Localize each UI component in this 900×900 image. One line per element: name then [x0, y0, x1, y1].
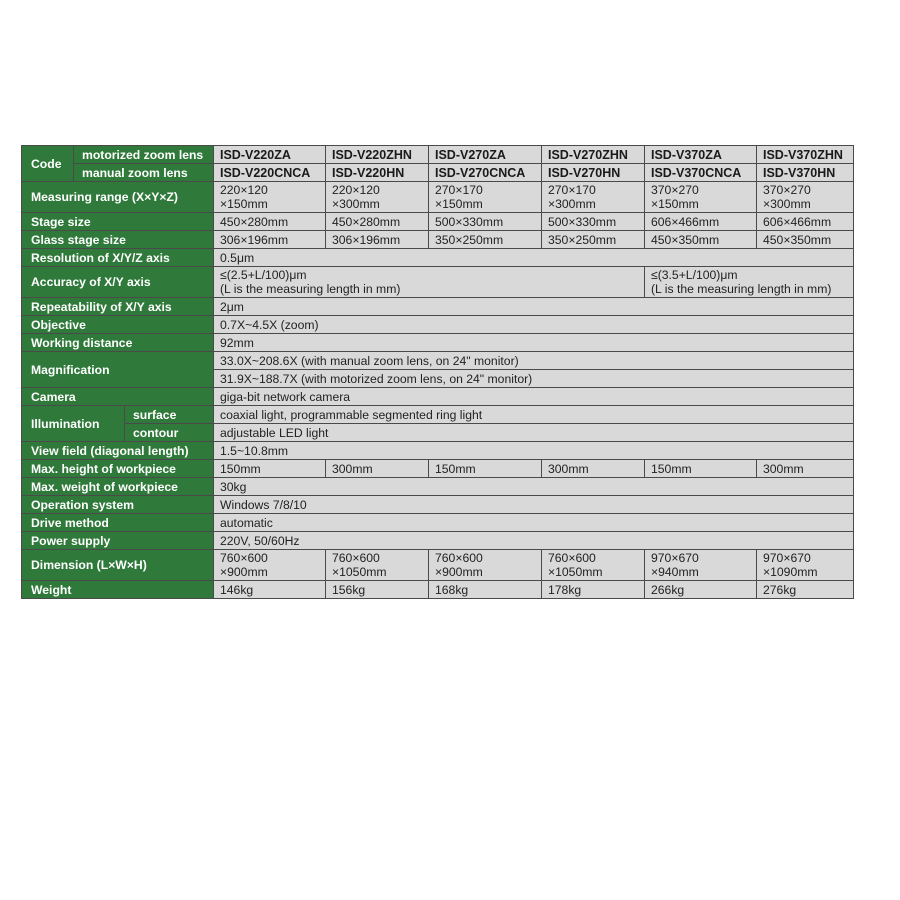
max-height-cell: 300mm — [326, 460, 429, 478]
weight-cell: 266kg — [645, 581, 757, 599]
glass-stage-cell: 450×350mm — [757, 231, 854, 249]
spec-table — [21, 145, 854, 599]
weight-cell: 146kg — [214, 581, 326, 599]
row-label: Max. weight of workpiece — [22, 478, 214, 496]
dimension-cell: 760×600 ×900mm — [429, 550, 542, 581]
resolution-row — [22, 249, 854, 267]
illumination-surface-value: coaxial light, programmable segmented ring light — [214, 406, 854, 424]
row-label: Weight — [22, 581, 214, 599]
row-label: Working distance — [22, 334, 214, 352]
accuracy-row — [22, 267, 854, 298]
glass-stage-cell: 450×350mm — [645, 231, 757, 249]
model-code: ISD-V270ZHN — [542, 146, 645, 164]
measuring-range-cell: 370×270 ×150mm — [645, 182, 757, 213]
repeatability-value: 2μm — [214, 298, 854, 316]
max-height-row — [22, 460, 854, 478]
illumination-contour-label: contour — [125, 424, 214, 442]
row-label: View field (diagonal length) — [22, 442, 214, 460]
glass-stage-cell: 306×196mm — [214, 231, 326, 249]
row-label: Dimension (L×W×H) — [22, 550, 214, 581]
row-label: Repeatability of X/Y axis — [22, 298, 214, 316]
glass-stage-cell: 306×196mm — [326, 231, 429, 249]
measuring-range-cell: 220×120 ×150mm — [214, 182, 326, 213]
camera-value: giga-bit network camera — [214, 388, 854, 406]
row-label: Resolution of X/Y/Z axis — [22, 249, 214, 267]
model-code: ISD-V370HN — [757, 164, 854, 182]
camera-row — [22, 388, 854, 406]
power-value: 220V, 50/60Hz — [214, 532, 854, 550]
model-code: ISD-V370ZA — [645, 146, 757, 164]
dimension-cell: 970×670 ×1090mm — [757, 550, 854, 581]
measuring-range-cell: 270×170 ×150mm — [429, 182, 542, 213]
row-label: Magnification — [22, 352, 214, 388]
model-code: ISD-V370CNCA — [645, 164, 757, 182]
row-label: Power supply — [22, 532, 214, 550]
max-weight-row — [22, 478, 854, 496]
glass-stage-row — [22, 231, 854, 249]
magnification-row — [22, 352, 854, 370]
model-code: ISD-V370ZHN — [757, 146, 854, 164]
objective-row — [22, 316, 854, 334]
stage-size-cell: 450×280mm — [214, 213, 326, 231]
weight-cell: 276kg — [757, 581, 854, 599]
dimension-row — [22, 550, 854, 581]
row-label: Measuring range (X×Y×Z) — [22, 182, 214, 213]
code-label: Code — [22, 146, 74, 182]
stage-size-cell: 450×280mm — [326, 213, 429, 231]
code-row-motorized — [22, 146, 854, 164]
model-code: ISD-V220CNCA — [214, 164, 326, 182]
resolution-value: 0.5μm — [214, 249, 854, 267]
accuracy-left-cell: ≤(2.5+L/100)μm (L is the measuring length in mm) — [214, 267, 645, 298]
dimension-cell: 970×670 ×940mm — [645, 550, 757, 581]
stage-size-row — [22, 213, 854, 231]
working-distance-row — [22, 334, 854, 352]
dimension-cell: 760×600 ×1050mm — [326, 550, 429, 581]
row-label: Max. height of workpiece — [22, 460, 214, 478]
max-height-cell: 150mm — [429, 460, 542, 478]
illumination-contour-value: adjustable LED light — [214, 424, 854, 442]
model-code: ISD-V220ZHN — [326, 146, 429, 164]
weight-row — [22, 581, 854, 599]
glass-stage-cell: 350×250mm — [542, 231, 645, 249]
measuring-range-cell: 220×120 ×300mm — [326, 182, 429, 213]
measuring-range-cell: 270×170 ×300mm — [542, 182, 645, 213]
os-value: Windows 7/8/10 — [214, 496, 854, 514]
repeatability-row — [22, 298, 854, 316]
manual-zoom-label: manual zoom lens — [74, 164, 214, 182]
accuracy-right-cell: ≤(3.5+L/100)μm (L is the measuring length in mm) — [645, 267, 854, 298]
model-code: ISD-V270ZA — [429, 146, 542, 164]
row-label: Glass stage size — [22, 231, 214, 249]
glass-stage-cell: 350×250mm — [429, 231, 542, 249]
max-height-cell: 300mm — [757, 460, 854, 478]
model-code: ISD-V220HN — [326, 164, 429, 182]
stage-size-cell: 500×330mm — [429, 213, 542, 231]
view-field-row — [22, 442, 854, 460]
stage-size-cell: 606×466mm — [645, 213, 757, 231]
stage-size-cell: 500×330mm — [542, 213, 645, 231]
measuring-range-cell: 370×270 ×300mm — [757, 182, 854, 213]
drive-row — [22, 514, 854, 532]
code-row-manual — [22, 164, 854, 182]
model-code: ISD-V270CNCA — [429, 164, 542, 182]
motorized-zoom-label: motorized zoom lens — [74, 146, 214, 164]
max-height-cell: 300mm — [542, 460, 645, 478]
row-label: Illumination — [22, 406, 125, 442]
weight-cell: 156kg — [326, 581, 429, 599]
working-distance-value: 92mm — [214, 334, 854, 352]
stage-size-cell: 606×466mm — [757, 213, 854, 231]
row-label: Objective — [22, 316, 214, 334]
weight-cell: 178kg — [542, 581, 645, 599]
os-row — [22, 496, 854, 514]
magnification-motorized-value: 31.9X~188.7X (with motorized zoom lens, on 24" monitor) — [214, 370, 854, 388]
illumination-row-2 — [22, 424, 854, 442]
measuring-range-row — [22, 182, 854, 213]
model-code: ISD-V270HN — [542, 164, 645, 182]
max-weight-value: 30kg — [214, 478, 854, 496]
row-label: Camera — [22, 388, 214, 406]
power-row — [22, 532, 854, 550]
max-height-cell: 150mm — [214, 460, 326, 478]
drive-value: automatic — [214, 514, 854, 532]
dimension-cell: 760×600 ×900mm — [214, 550, 326, 581]
row-label: Drive method — [22, 514, 214, 532]
objective-value: 0.7X~4.5X (zoom) — [214, 316, 854, 334]
row-label: Operation system — [22, 496, 214, 514]
row-label: Stage size — [22, 213, 214, 231]
magnification-manual-value: 33.0X~208.6X (with manual zoom lens, on 24" monitor) — [214, 352, 854, 370]
max-height-cell: 150mm — [645, 460, 757, 478]
weight-cell: 168kg — [429, 581, 542, 599]
row-label: Accuracy of X/Y axis — [22, 267, 214, 298]
illumination-surface-label: surface — [125, 406, 214, 424]
model-code: ISD-V220ZA — [214, 146, 326, 164]
view-field-value: 1.5~10.8mm — [214, 442, 854, 460]
dimension-cell: 760×600 ×1050mm — [542, 550, 645, 581]
illumination-row — [22, 406, 854, 424]
